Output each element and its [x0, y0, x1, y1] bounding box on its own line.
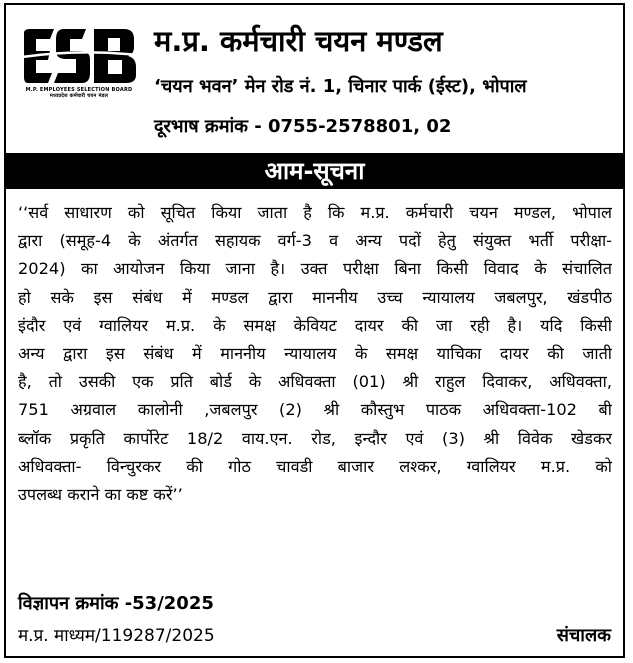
notice-body-line: अधिवक्ता- विन्चुरकर की गोठ चावडी बाजार लश्कर, ग्वालियर म.प्र. को: [18, 456, 612, 476]
notice-body-line: इंदौर एवं ग्वालियर म.प्र. के समक्ष केवियट दायर की जा रही है। यदि किसी: [18, 315, 612, 335]
organization-address: ‘चयन भवन’ मेन रोड नं. 1, चिनार पार्क (ईस्ट), भोपाल: [154, 76, 527, 97]
notice-body: [18, 199, 612, 509]
notice-body-line: अन्य द्वारा इस संबंध में माननीय न्यायालय के समक्ष याचिका दायर की जाती: [18, 343, 612, 363]
notice-body-line: ‘‘सर्व साधारण को सूचित किया जाता है कि म.प्र. कर्मचारी चयन मण्डल, भोपाल: [18, 203, 612, 222]
notice-body-line: ब्लॉक प्रकृति कार्पोरेट 18/2 वाय.एन. रोड, इन्दौर एवं (3) श्री विवेक खेडकर: [18, 428, 612, 448]
logo-caption-hi: मध्यप्रदेश कर्मचारी चयन मंडल: [49, 93, 109, 99]
notice-header: [6, 5, 623, 153]
notice-body-line: द्वारा (समूह-4 के अंतर्गत सहायक वर्ग-3 व अन्य पदों हेतु संयुक्त भर्ती परीक्षा-: [18, 231, 612, 251]
organization-phone: दूरभाष क्रमांक - 0755-2578801, 02: [154, 116, 452, 137]
notice-body-line: उपलब्ध कराने का कष्ट करें’’: [18, 484, 183, 504]
advertisement-number: विज्ञापन क्रमांक -53/2025: [18, 593, 214, 614]
organization-name: म.प्र. कर्मचारी चयन मण्डल: [154, 24, 443, 58]
notice-body-line: हो सके इस संबंध में मण्डल द्वारा माननीय उच्च न्यायालय जबलपुर, खंडपीठ: [18, 287, 612, 307]
logo-caption: [14, 87, 144, 99]
notice-body-line: 751 अग्रवाल कालोनी ,जबलपुर (2) श्री कौस्तुभ पाठक अधिवक्ता-102 बी: [18, 400, 612, 420]
esb-logo: [20, 27, 138, 85]
notice-body-line: है, तो उसकी एक प्रति बोर्ड के अधिवक्ता (01) श्री राहुल दिवाकर, अधिवक्ता,: [18, 372, 612, 392]
logo-caption-en: M.P. EMPLOYEES SELECTION BOARD: [25, 87, 133, 93]
media-reference: म.प्र. माध्यम/119287/2025: [18, 626, 215, 646]
public-notice: [4, 3, 625, 658]
notice-body-line: 2024) का आयोजन किया जाना है। उक्त परीक्षा बिना किसी विवाद के संचालित: [18, 259, 612, 279]
notice-title: आम-सूचना: [6, 153, 623, 189]
signatory: संचालक: [556, 625, 611, 646]
